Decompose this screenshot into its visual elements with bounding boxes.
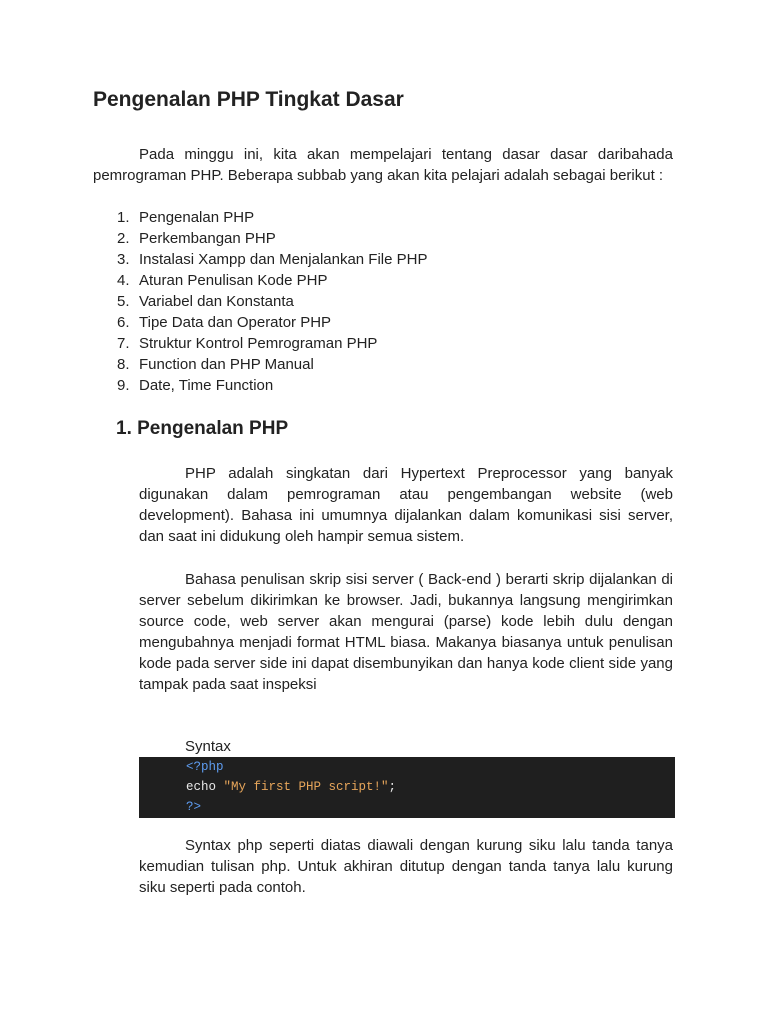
topic-list	[93, 207, 673, 396]
section-paragraph-1: PHP adalah singkatan dari Hypertext Preprocessor yang banyak digunakan dalam pemrograman atau pengembangan website (web development). Bahasa ini umumnya dijalankan dalam komunikasi sisi server, dan saat ini didukung oleh hampir semua sistem.	[139, 465, 673, 545]
list-item-label: Variabel dan Konstanta	[139, 293, 294, 310]
code-close-tag: ?>	[186, 800, 202, 814]
list-item-number: 6.	[117, 314, 130, 331]
list-item-number: 5.	[117, 293, 130, 310]
document-title: Pengenalan PHP Tingkat Dasar	[93, 88, 404, 111]
code-line	[186, 757, 675, 777]
list-item-number: 8.	[117, 356, 130, 373]
code-open-tag: <?php	[186, 760, 224, 774]
section-paragraph-3: Syntax php seperti diatas diawali dengan kurung siku lalu tanda tanya kemudian tulisan php. Untuk akhiran ditutup dengan tanda tanya lalu kurung siku seperti pada contoh.	[139, 837, 673, 896]
list-item	[93, 249, 673, 270]
code-echo-end: ;	[388, 780, 397, 794]
section-heading: 1. Pengenalan PHP	[116, 418, 289, 439]
list-item	[93, 207, 673, 228]
list-item-label: Struktur Kontrol Pemrograman PHP	[139, 335, 378, 352]
list-item-number: 3.	[117, 251, 130, 268]
code-block	[139, 757, 675, 818]
code-line	[186, 797, 675, 817]
list-item-number: 4.	[117, 272, 130, 289]
list-item-number: 9.	[117, 377, 130, 394]
list-item	[93, 375, 673, 396]
syntax-label: Syntax	[185, 738, 231, 755]
list-item	[93, 270, 673, 291]
list-item	[93, 333, 673, 354]
list-item-number: 7.	[117, 335, 130, 352]
code-echo-string: "My first PHP script!"	[223, 780, 389, 794]
list-item-number: 1.	[117, 209, 130, 226]
code-line	[186, 777, 675, 797]
code-echo-keyword: echo	[186, 780, 224, 794]
list-item-label: Pengenalan PHP	[139, 209, 255, 226]
list-item-label: Tipe Data dan Operator PHP	[139, 314, 332, 331]
list-item	[93, 291, 673, 312]
list-item-label: Instalasi Xampp dan Menjalankan File PHP	[139, 251, 428, 268]
list-item-number: 2.	[117, 230, 130, 247]
list-item-label: Date, Time Function	[139, 377, 274, 394]
list-item	[93, 312, 673, 333]
intro-paragraph: Pada minggu ini, kita akan mempelajari tentang dasar dasar daribahada pemrograman PHP. Beberapa subbab yang akan kita pelajari adalah sebagai berikut :	[93, 146, 673, 184]
section-paragraph-2: Bahasa penulisan skrip sisi server ( Back-end ) berarti skrip dijalankan di server sebelum dikirimkan ke browser. Jadi, bukannya langsung mengirimkan source code, web server akan mengurai (parse) kode lebih dulu dengan mengubahnya menjadi format HTML biasa. Makanya biasanya untuk penulisan kode pada server side ini dapat disembunyikan dan hanya kode client side yang tampak pada saat inspeksi	[139, 571, 673, 693]
list-item-label: Function dan PHP Manual	[139, 356, 314, 373]
list-item	[93, 354, 673, 375]
list-item-label: Perkembangan PHP	[139, 230, 276, 247]
list-item-label: Aturan Penulisan Kode PHP	[139, 272, 328, 289]
list-item	[93, 228, 673, 249]
